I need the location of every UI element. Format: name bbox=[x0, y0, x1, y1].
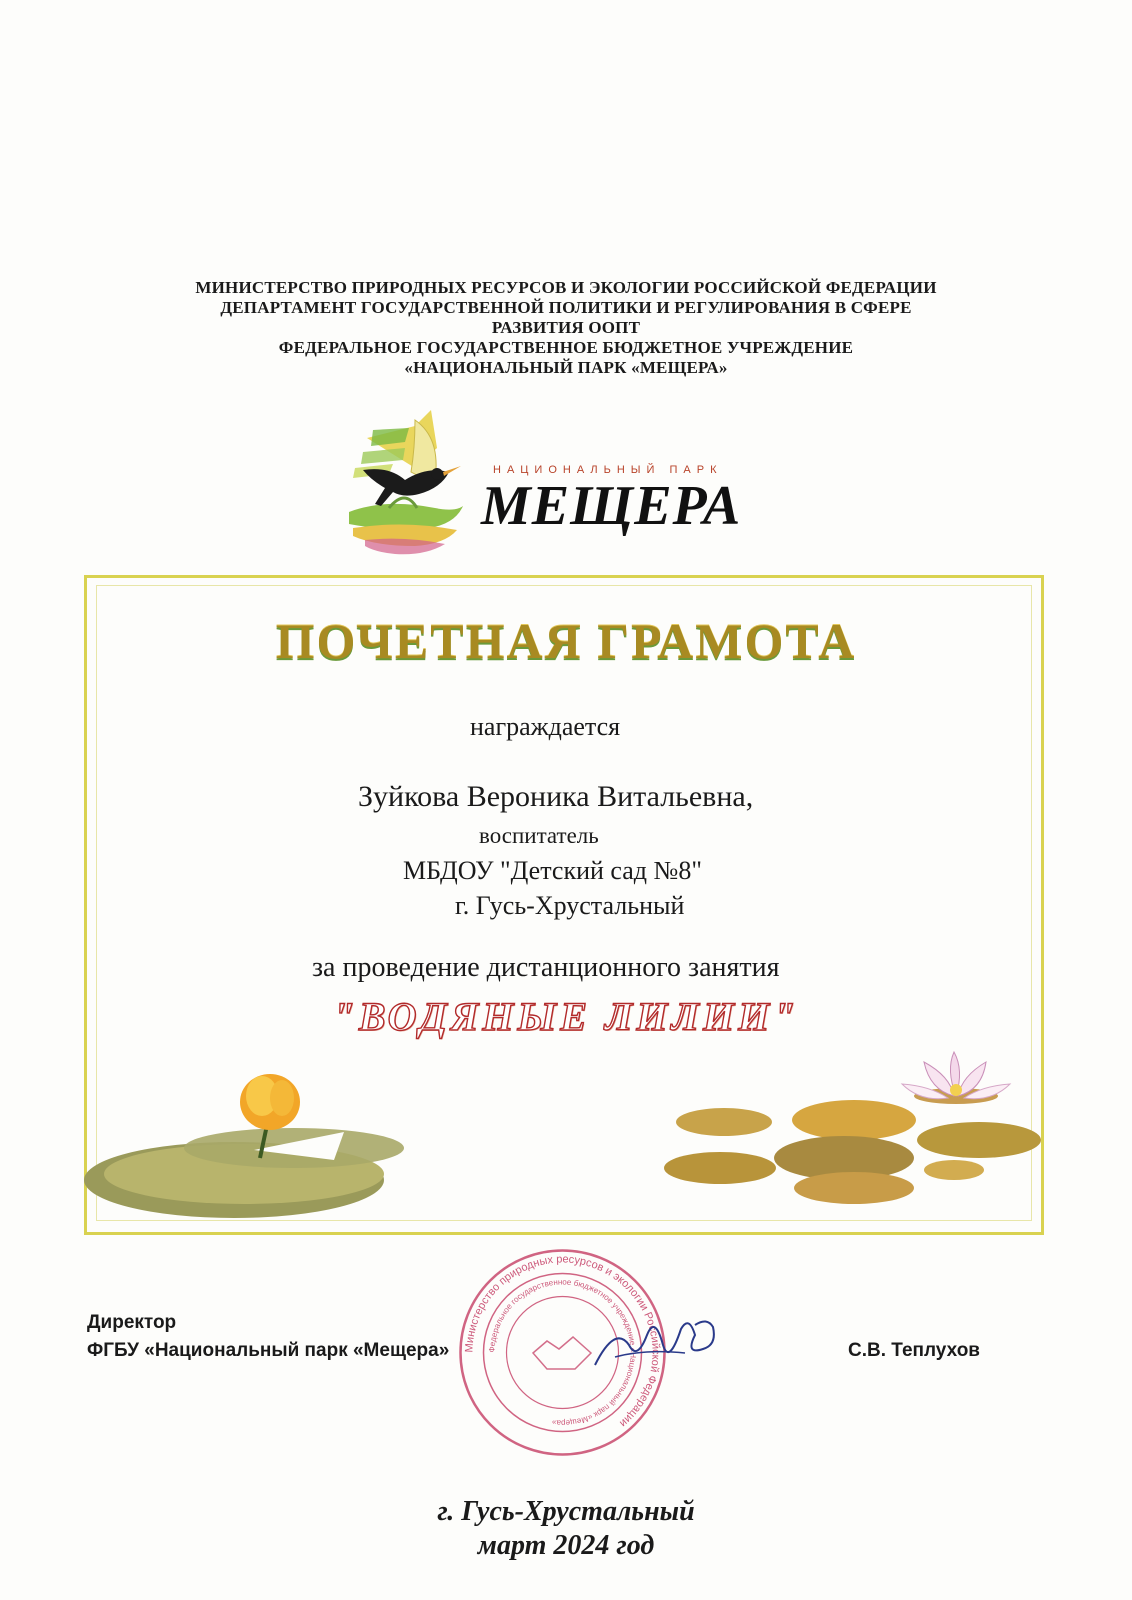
recipient-position: воспитатель bbox=[479, 823, 599, 848]
header-department-cont: РАЗВИТИЯ ООПТ bbox=[491, 318, 641, 337]
footer-date: март 2024 год bbox=[477, 1530, 655, 1561]
signer-organization: ФГБУ «Национальный парк «Мещера» bbox=[87, 1340, 450, 1361]
header-park-name: «НАЦИОНАЛЬНЫЙ ПАРК «МЕЩЕРА» bbox=[404, 358, 728, 377]
header-department: ДЕПАРТАМЕНТ ГОСУДАРСТВЕННОЙ ПОЛИТИКИ И РЕГУЛИРОВАНИЯ В СФЕРЕ bbox=[220, 298, 912, 317]
footer-city: г. Гусь-Хрустальный bbox=[437, 1496, 695, 1527]
stamp-outer-text: Министерство природных ресурсов и экологии Российской Федерации bbox=[463, 1253, 662, 1430]
awarded-label: награждается bbox=[470, 712, 621, 741]
white-lotus-icon bbox=[902, 1052, 1010, 1104]
lily-pad-left bbox=[84, 1128, 404, 1218]
recipient-city: г. Гусь-Хрустальный bbox=[455, 891, 685, 920]
issuer-header bbox=[0, 278, 1132, 378]
certificate-title: ПОЧЕТНАЯ ГРАМОТА bbox=[275, 613, 857, 669]
activity-name: "ВОДЯНЫЕ ЛИЛИИ" bbox=[332, 994, 800, 1039]
signer-role: Директор bbox=[87, 1312, 177, 1333]
recipient-organization: МБДОУ "Детский сад №8" bbox=[403, 856, 702, 885]
lily-pads-right bbox=[664, 1100, 1041, 1204]
award-reason: за проведение дистанционного занятия bbox=[312, 952, 780, 983]
water-lilies-decoration bbox=[84, 1040, 1044, 1235]
signer-name: С.В. Теплухов bbox=[848, 1340, 980, 1361]
stamp-inner-text: Федеральное государственное бюджетное учреждение «Национальный парк «Мещера» bbox=[487, 1277, 638, 1428]
header-institution: ФЕДЕРАЛЬНОЕ ГОСУДАРСТВЕННОЕ БЮДЖЕТНОЕ УЧРЕЖДЕНИЕ bbox=[278, 338, 854, 357]
logo-subtitle: НАЦИОНАЛЬНЫЙ ПАРК bbox=[493, 464, 723, 476]
bird-emblem-icon bbox=[345, 408, 485, 558]
logo-title: МЕЩЕРА bbox=[481, 475, 742, 537]
director-signature-icon bbox=[585, 1305, 725, 1385]
header-ministry: МИНИСТЕРСТВО ПРИРОДНЫХ РЕСУРСОВ И ЭКОЛОГИИ РОССИЙСКОЙ ФЕДЕРАЦИИ bbox=[195, 278, 937, 297]
park-logo bbox=[345, 408, 745, 558]
recipient-name: Зуйкова Вероника Витальевна, bbox=[358, 780, 754, 813]
